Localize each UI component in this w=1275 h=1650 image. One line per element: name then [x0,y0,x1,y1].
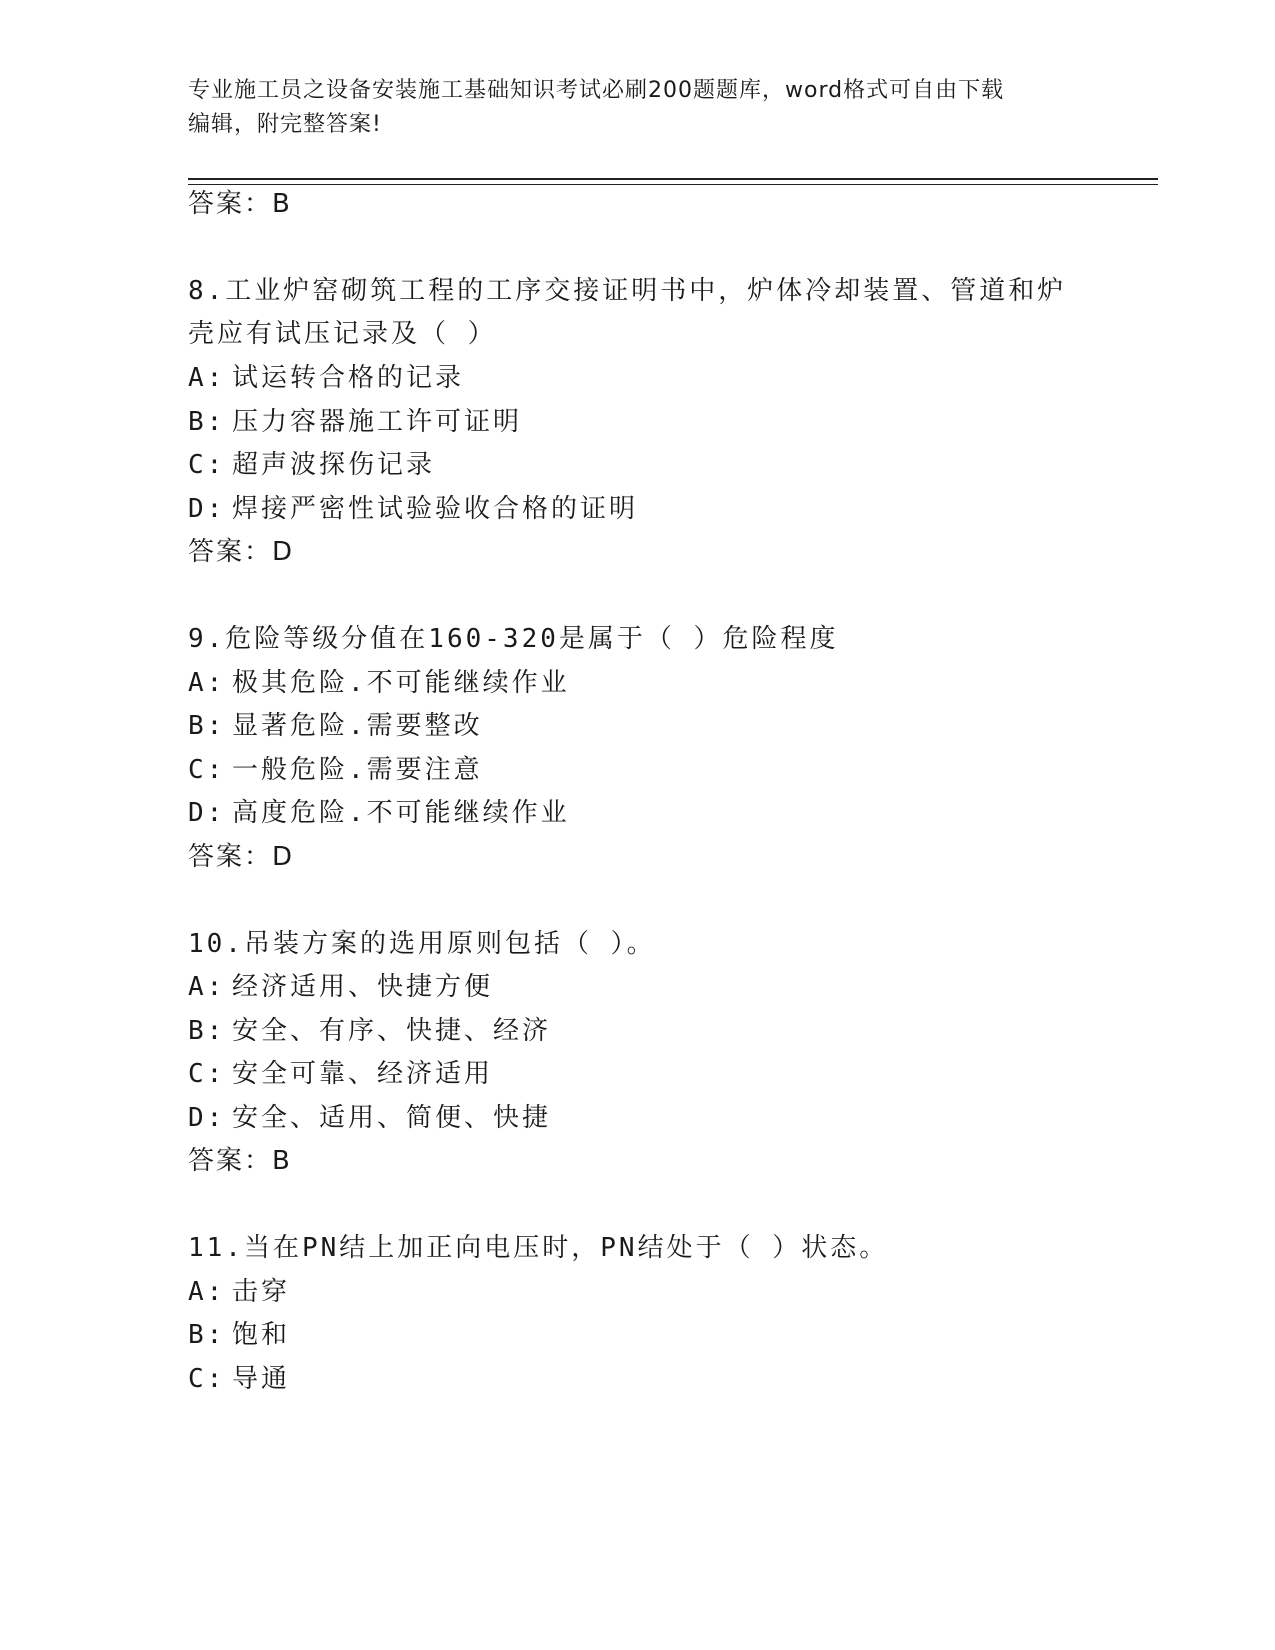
option-letter: A: [188,1277,226,1307]
option-letter: A: [188,363,226,393]
option-letter: D: [188,494,226,524]
previous-answer: 答案：B [188,189,292,219]
option-letter: C: [188,755,226,785]
question-11-line-1: 11.当在PN结上加正向电压时，PN结处于（ ）状态。 [188,1233,889,1263]
option-letter: A: [188,972,226,1002]
question-11-option-a [188,1274,290,1310]
question-9-option-a [188,665,570,701]
option-letter: D: [188,1103,226,1133]
option-letter: C: [188,450,226,480]
option-letter: C: [188,1059,226,1089]
option-text: 击穿 [232,1277,291,1307]
question-9-answer: 答案：D [188,842,295,872]
option-text: 显著危险.需要整改 [232,711,483,741]
question-8-option-a [188,360,464,396]
option-text: 安全、适用、简便、快捷 [232,1103,552,1133]
option-text: 超声波探伤记录 [232,450,436,480]
option-text: 安全可靠、经济适用 [232,1059,494,1089]
question-10-option-c [188,1056,493,1092]
header-title-line-2: 编辑，附完整答案! [188,112,382,137]
option-text: 一般危险.需要注意 [232,755,483,785]
option-text: 高度危险.不可能继续作业 [232,798,570,828]
question-9-option-c [188,752,483,788]
question-10-option-a [188,969,493,1005]
option-letter: B: [188,711,226,741]
option-text: 饱和 [232,1320,291,1350]
question-8-option-b [188,404,522,440]
option-letter: B: [188,1016,226,1046]
option-text: 焊接严密性试验验收合格的证明 [232,494,639,524]
question-10-option-b [188,1013,551,1049]
question-8-answer: 答案：D [188,537,295,567]
option-letter: B: [188,1320,226,1350]
question-9-option-b [188,708,483,744]
option-text: 压力容器施工许可证明 [232,407,523,437]
option-text: 导通 [232,1364,291,1394]
question-9-line-1: 9.危险等级分值在160-320是属于（ ）危险程度 [188,624,839,654]
option-letter: C: [188,1364,226,1394]
header-title-line-1: 专业施工员之设备安装施工基础知识考试必刷200题题库，word格式可自由下载 [188,78,1005,103]
question-10-option-d [188,1100,551,1136]
document-header [188,74,1068,142]
option-letter: B: [188,407,226,437]
question-11-option-c [188,1361,290,1397]
question-11-option-b [188,1317,290,1353]
option-text: 极其危险.不可能继续作业 [232,668,570,698]
option-letter: A: [188,668,226,698]
option-text: 经济适用、快捷方便 [232,972,494,1002]
question-10-answer: 答案：B [188,1146,292,1176]
question-8-line-2: 壳应有试压记录及（ ） [188,319,497,349]
option-text: 试运转合格的记录 [232,363,465,393]
header-rule-thin [188,184,1158,185]
question-8-option-d [188,491,638,527]
question-8-option-c [188,447,435,483]
question-10-line-1: 10.吊装方案的选用原则包括（ ）。 [188,929,656,959]
question-8-line-1: 8.工业炉窑砌筑工程的工序交接证明书中，炉体冷却装置、管道和炉 [188,276,1067,306]
option-letter: D: [188,798,226,828]
header-rule-thick [188,178,1158,180]
option-text: 安全、有序、快捷、经济 [232,1016,552,1046]
question-9-option-d [188,795,570,831]
